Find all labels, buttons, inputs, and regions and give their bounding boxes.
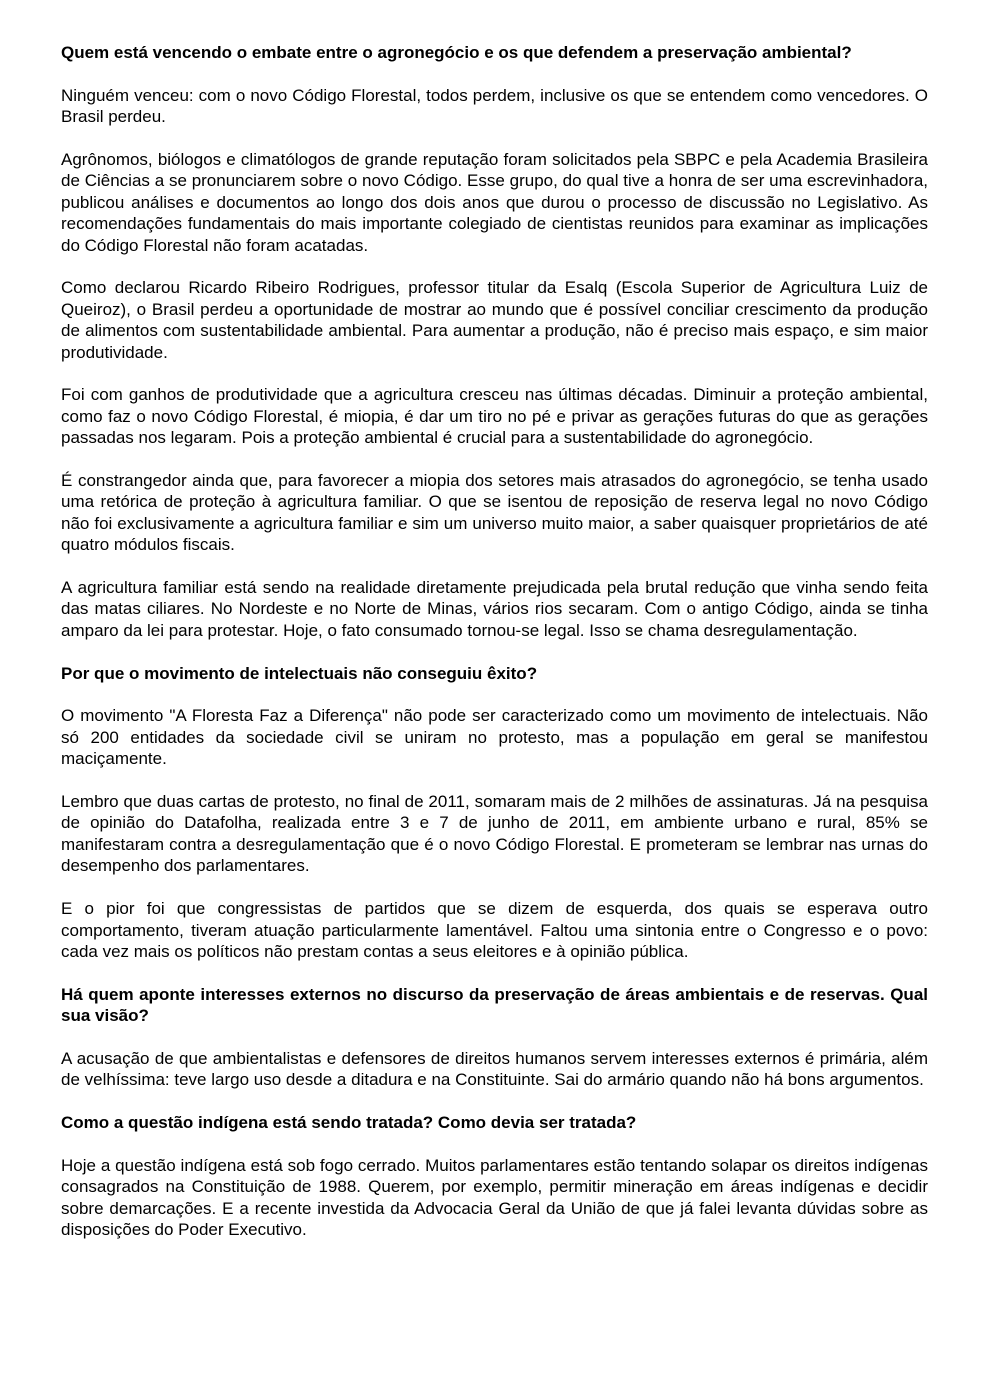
question-heading: Como a questão indígena está sendo tratada? Como devia ser tratada? (61, 1113, 637, 1133)
answer-paragraph: Ninguém venceu: com o novo Código Florestal, todos perdem, inclusive os que se entendem como vencedores. O Brasil perdeu. (61, 85, 928, 127)
answer-paragraph: A acusação de que ambientalistas e defensores de direitos humanos servem interesses externos é primária, além de velhíssima: teve largo uso desde a ditadura e na Constituinte. Sai do armário quando não há bons argumentos. (61, 1048, 928, 1090)
answer-paragraph: Como declarou Ricardo Ribeiro Rodrigues, professor titular da Esalq (Escola Superior de Agricultura Luiz de Queiroz), o Brasil perdeu a oportunidade de mostrar ao mundo que é possível conciliar crescimento da produção de alimentos com sustentabilidade ambiental. Para aumentar a produção, não é preciso mais espaço, e sim maior produtividade. (61, 278, 928, 362)
answer-paragraph: É constrangedor ainda que, para favorecer a miopia dos setores mais atrasados do agronegócio, se tenha usado uma retórica de proteção à agricultura familiar. O que se isentou de reposição de reserva legal no novo Código não foi exclusivamente a agricultura familiar e sim um universo muito maior, a saber quaisquer proprietários de até quatro módulos fiscais. (61, 471, 928, 555)
question-heading: Quem está vencendo o embate entre o agronegócio e os que defendem a preservação ambiental? (61, 43, 852, 62)
answer-paragraph: O movimento "A Floresta Faz a Diferença" não pode ser caracterizado como um movimento de intelectuais. Não só 200 entidades da sociedade civil se uniram no protesto, mas a população em geral se manifestou maciçamente. (61, 706, 928, 769)
answer-paragraph: Agrônomos, biólogos e climatólogos de grande reputação foram solicitados pela SBPC e pela Academia Brasileira de Ciências a se pronunciarem sobre o novo Código. Esse grupo, do qual tive a honra de ser uma escrevinhadora, publicou análises e documentos ao longo dos dois anos que durou o processo de discussão no Legislativo. As recomendações fundamentais do mais importante colegiado de cientistas reunidos para examinar as implicações do Código Florestal não foram acatadas. (61, 150, 928, 255)
question-heading: Há quem aponte interesses externos no discurso da preservação de áreas ambientais e de reservas. Qual sua visão? (61, 984, 928, 1026)
answer-paragraph: Hoje a questão indígena está sob fogo cerrado. Muitos parlamentares estão tentando solapar os direitos indígenas consagrados na Constituição de 1988. Querem, por exemplo, permitir mineração em áreas indígenas e decidir sobre demarcações. E a recente investida da Advocacia Geral da União de que já falei levanta dúvidas sobre as disposições do Poder Executivo. (61, 1155, 928, 1240)
answer-paragraph: E o pior foi que congressistas de partidos que se dizem de esquerda, dos quais se esperava outro comportamento, tiveram atuação particularmente lamentável. Faltou uma sintonia entre o Congresso e o povo: cada vez mais os políticos não prestam contas a seus eleitores e à opinião pública. (61, 899, 928, 961)
answer-paragraph: Foi com ganhos de produtividade que a agricultura cresceu nas últimas décadas. Diminuir a proteção ambiental, como faz o novo Código Florestal, é miopia, é dar um tiro no pé e privar as gerações futuras do que as gerações passadas nos legaram. Pois a proteção ambiental é crucial para a sustentabilidade do agronegócio. (61, 385, 928, 448)
question-heading: Por que o movimento de intelectuais não conseguiu êxito? (61, 663, 538, 683)
answer-paragraph: Lembro que duas cartas de protesto, no final de 2011, somaram mais de 2 milhões de assinaturas. Já na pesquisa de opinião do Datafolha, realizada entre 3 e 7 de junho de 2011, em ambiente urbano e rural, 85% se manifestaram contra a desregulamentação que é o novo Código Florestal. E prometeram se lembrar nas urnas do desempenho dos parlamentares. (61, 792, 928, 876)
answer-paragraph: A agricultura familiar está sendo na realidade diretamente prejudicada pela brutal redução que vinha sendo feita das matas ciliares. No Nordeste e no Norte de Minas, vários rios secaram. Com o antigo Código, ainda se tinha amparo da lei para protestar. Hoje, o fato consumado tornou-se legal. Isso se chama desregulamentação. (61, 578, 928, 640)
